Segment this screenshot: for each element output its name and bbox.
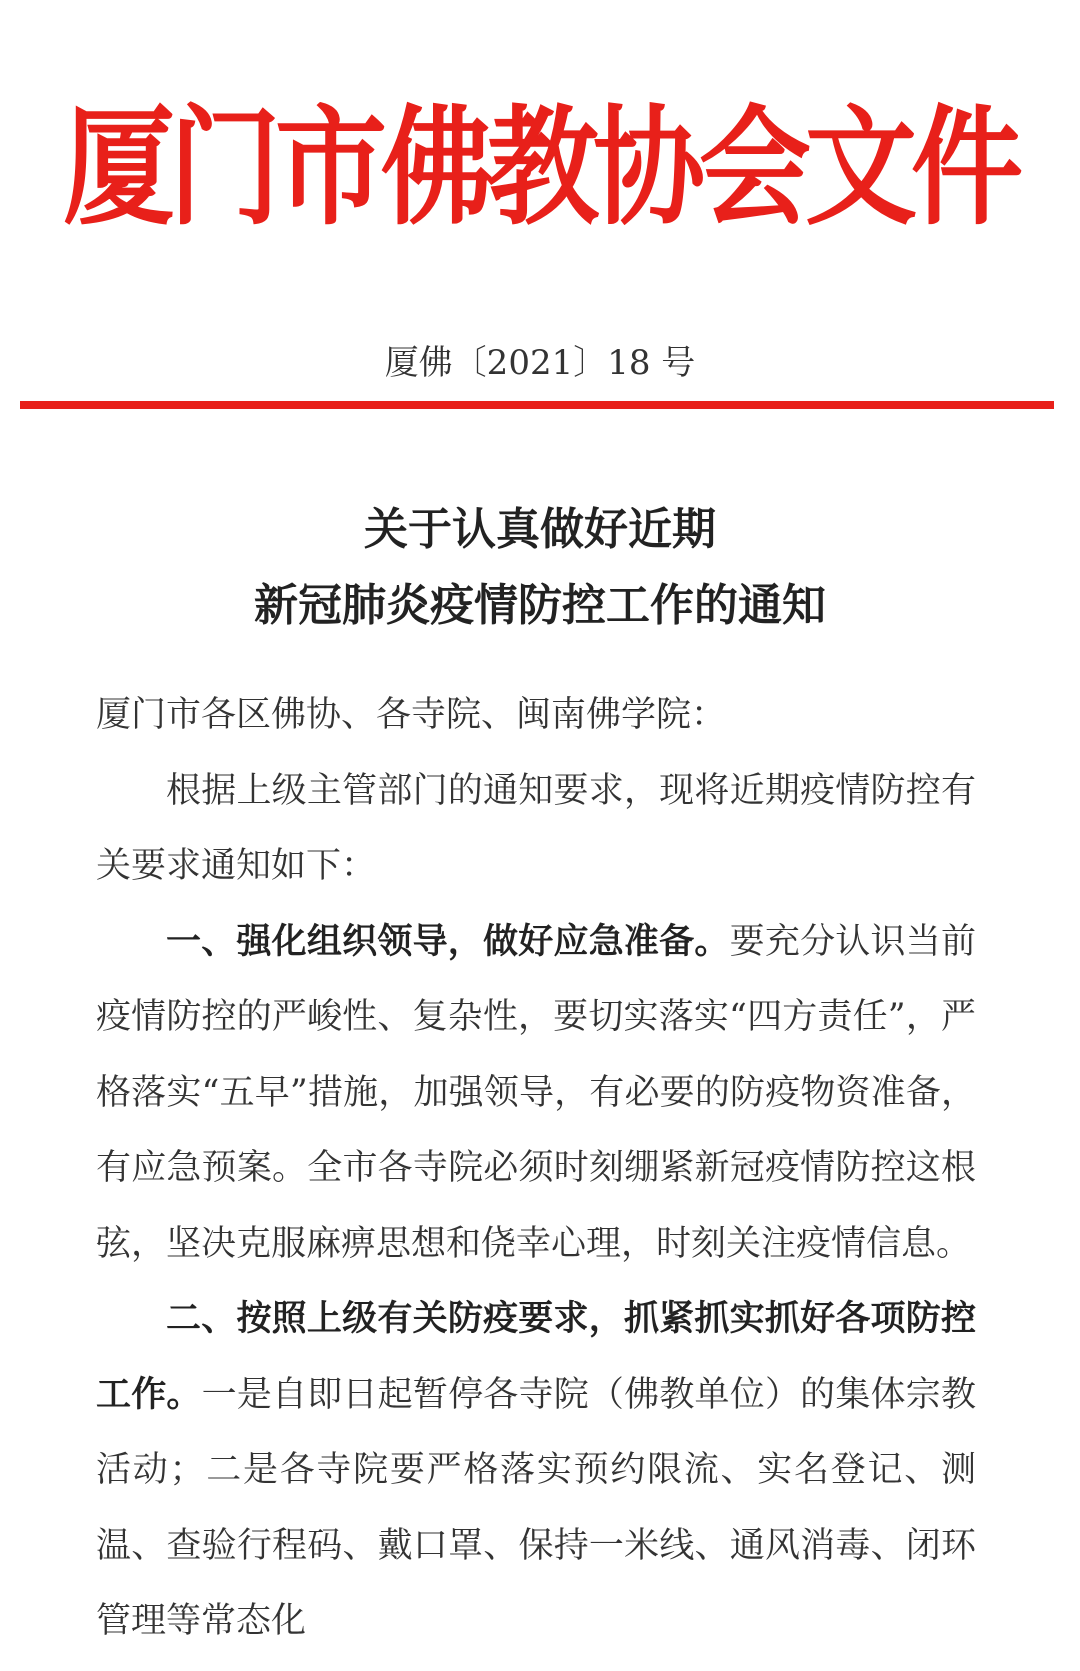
notice-body	[96, 678, 976, 1660]
red-divider-line	[20, 401, 1054, 409]
section-2-heading: 二、按照上级有关防疫要求，抓紧抓实抓好各项防控工作。	[96, 1299, 976, 1415]
section-1-paragraph	[96, 905, 976, 1283]
org-header-title: 厦门市佛教协会文件	[63, 93, 1017, 244]
section-1-heading: 一、强化组织领导，做好应急准备。	[166, 921, 730, 962]
intro-paragraph: 根据上级主管部门的通知要求，现将近期疫情防控有关要求通知如下：	[96, 770, 976, 886]
salutation: 厦门市各区佛协、各寺院、闽南佛学院：	[96, 695, 727, 735]
notice-title	[0, 492, 1080, 644]
section-1-text: 要充分认识当前疫情防控的严峻性、复杂性，要切实落实“四方责任”，严格落实“五早”措施，加强领导，有必要的防疫物资准备，有应急预案。全市各寺院必须时刻绷紧新冠疫情防控这根弦，坚决克服麻痹思想和侥幸心理，时刻关注疫情信息。	[96, 921, 976, 1264]
section-2-paragraph	[96, 1282, 976, 1660]
notice-title-line2: 新冠肺炎疫情防控工作的通知	[254, 580, 826, 631]
section-2-text: 一是自即日起暂停各寺院（佛教单位）的集体宗教活动；二是各寺院要严格落实预约限流、实名登记、测温、查验行程码、戴口罩、保持一米线、通风消毒、闭环管理等常态化	[96, 1374, 976, 1641]
document-number: 厦佛〔2021〕18 号	[384, 343, 696, 383]
notice-title-line1: 关于认真做好近期	[364, 504, 716, 555]
